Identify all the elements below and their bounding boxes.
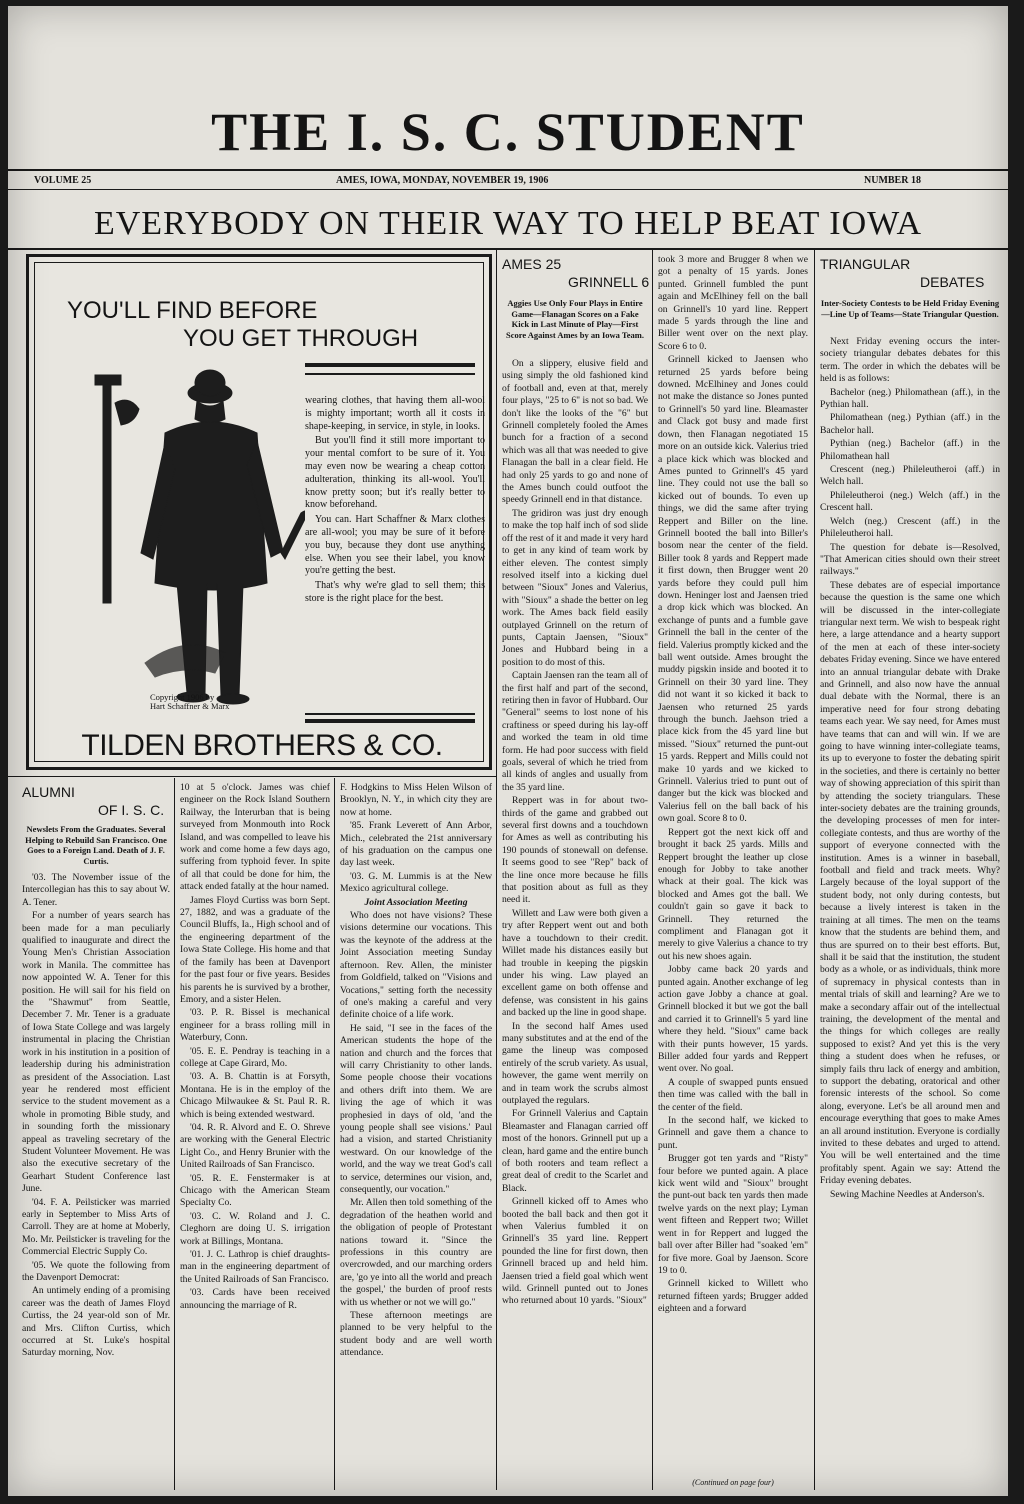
newspaper-page	[8, 6, 1008, 1496]
gentleman-illustration	[85, 363, 305, 733]
alumni-column-2	[180, 782, 330, 1488]
ad-rule-3	[305, 713, 475, 715]
debates-paragraph: Philomathean (neg.) Pythian (aff.) in the Bachelor hall.	[820, 412, 1000, 436]
ad-paragraph: wearing clothes, that having them all-wool is mighty important; worth all it costs in shape-keeping, in service, in style, in looks.	[305, 395, 485, 432]
alumni-paragraph: For a number of years search has been made for a man peculiarly qualified to inaugurate and direct the Young Men's Christian Association work in Manila. The committee has now appointed W. A. Tener for this position. He will sail for his field on the "Shawmut" from Seattle, December 7. Mr. Tener is a graduate of Iowa State College and was largely instrumental in placing the Christian work in his institution in a position of leadership during his administration as president of the Association. Last year he rendered most efficient service to the student movement as a whole in promoting Bible study, and in sounding forth the missionary appeal as traveling secretary of the Student Volunteer Movement. He was also the executive secretary of the Gearhart Student Conference last June.	[22, 910, 170, 1195]
dateline: AMES, IOWA, MONDAY, NOVEMBER 19, 1906	[336, 175, 549, 186]
ad-paragraph: But you'll find it still more important to your mental comfort to be sure of it. You may even now be wearing a cheap cotton adulteration, thinking its all-wool. You'll know pretty soon; but it's really better to know beforehand.	[305, 435, 485, 511]
column-rule-2	[652, 250, 653, 1490]
debates-paragraph: Crescent (neg.) Phileleutheroi (aff.) in Welch hall.	[820, 464, 1000, 488]
football-paragraph: Captain Jaensen ran the team all of the first half and part of the second, retiring then in favor of Hubbard. Our "General" seems to lost none of his craftiness or speed during his lay-off and worked the team in old time form. He had poor success with field goals, several of which he tried from all kinds of angles and usually from the 35 yard line.	[502, 670, 648, 793]
doorway-post	[103, 383, 111, 603]
alumni-paragraph: '05. E. E. Pendray is teaching in a college at Cape Girard, Mo.	[180, 1045, 330, 1069]
football-paragraph: Grinnell kicked to Willett who returned fifteen yards; Brugger added eighteen and a forward	[658, 1278, 808, 1315]
alumni-column-3	[340, 782, 492, 1488]
alumni-head-line-1: ALUMNI	[22, 784, 75, 800]
football-paragraph: In the second half Ames used many substitutes and at the end of the game the lineup was composed entirely of the scrub variety. As usual, however, the game went merrily on and in team work the scrubs almost outplayed the regulars.	[502, 1020, 648, 1106]
left-leg	[177, 583, 207, 693]
football-paragraph: Brugger got ten yards and "Risty" four before we punted again. A place kick went wild and "Sioux" brought the punt-out back ten yards then made twelve yards on the next play; Lyman went fifteen and Reppert two; Willet went in for Reppert and lugged the ball over after Biller had "soaked 'em" for five more. Goal by Jaenson. Score 19 to 0.	[658, 1153, 808, 1276]
debates-paragraph: These debates are of especial importance because the question is the same one which will be discussed in the inter-collegiate triangular next term. We wish to bespeak right here, a large attendance and a hearty support of the men at each of these inter-society debates Friday evening. Since we have entered into an annual triangular debate with Drake and Grinnell, and also now have the annual dual debate with the Normal, there is an imperative need for four strong debating teams each year. We say need, for Ames must have teams that can and will win. If we are going to have winning inter-collegiate teams, its up to everyone to foster the debating spirit in the societies, and there is certainly no better way of showing appreciation of this spirit than by attending the society triangulars. These inter-society debates are the training grounds, the developing processes of men for inter-collegiate contests, and thus are worthy of the support of everyone connected with the institution. Ames is a winner in baseball, football and field and track meets. Why? Largely because of the loyal support of the student body, not only during contests, but because a lively interest is taken in the training at all times. The men on the teams know that the students are behind them, and thus are spurred on to their best efforts. But, shall it be said that the institution, the student body as a whole, or as individuals, think more of supremacy in physical contests than in mental trials of skill and learning? Are we to make a secondary affair out of the intellectual training, the development of the mental and the things for which colleges are really supposed to exist? And yet this is the very thing a student does when he refuses, or simply fails thru lack of energy and ambition, to support the debating, oratorical and other forensic interests of the school. So come along, everyone. Let's be all around men and encourage everything that goes to make Ames an all around institution. Everyone is cordially invited to these debates and urged to attend. You will be well entertained and the time profitably spent. Again we say: Attend the Friday evening debates.	[820, 579, 1000, 1187]
column-rule-3	[814, 250, 815, 1490]
volume-label: VOLUME 25	[34, 175, 92, 186]
joint-meeting-paragraph: He said, "I see in the faces of the American students the hope of the nation and church and the forces that will carry Christianity to other lands. Some people choose their vocations and others drift into them. We are living the age of which it was prophesied in days of old, 'and the young people shall see visions.' Paul had a vision, and started Christianity westward. On our knowledge of the world, and the way we treat God's call to service, determines our vision, and, consequently, our vocation."	[340, 1022, 492, 1195]
alumni-paragraph: '05. R. E. Fenstermaker is at Chicago with the American Steam Specialty Co.	[180, 1172, 330, 1209]
debates-paragraph: The question for debate is—Resolved, "That American cities should own their street railways."	[820, 541, 1000, 578]
alumni-paragraph: '03. Cards have been received announcing the marriage of R.	[180, 1287, 330, 1311]
doorway-ornament	[115, 400, 139, 425]
alumni-paragraph: F. Hodgkins to Miss Helen Wilson of Brooklyn, N. Y., in which city they are now at home.	[340, 782, 492, 818]
masthead-rule-bottom	[8, 189, 1008, 190]
debates-paragraph: Bachelor (neg.) Philomathean (aff.), in the Pythian hall.	[820, 386, 1000, 411]
ad-rule-4	[305, 719, 475, 723]
headline-rule	[8, 248, 1008, 250]
alumni-paragraph: '03. P. R. Bissel is mechanical engineer for a brass rolling mill in Waterbury, Conn.	[180, 1007, 330, 1044]
alumni-paragraph: '03. A. B. Chattin is at Forsyth, Montana. He is in the employ of the Chicago Milwaukee & St. Paul R. R. which is being extended westward.	[180, 1071, 330, 1120]
debates-head-line-1: TRIANGULAR	[820, 256, 911, 272]
doorway-top	[95, 375, 121, 385]
football-column-1	[502, 358, 648, 1488]
masthead-title: THE I. S. C. STUDENT	[211, 102, 805, 162]
alumni-paragraph: '03. G. M. Lummis is at the New Mexico agricultural college.	[340, 870, 492, 895]
issue-number: NUMBER 18	[864, 175, 921, 186]
football-deck: Aggies Use Only Four Plays in Entire Game—Flanagan Scores on a Fake Kick in Last Minute of Play—First Score Against Ames by an Iowa Team.	[506, 298, 644, 340]
debates-paragraph: Welch (neg.) Crescent (aff.) in the Phileleutheroi hall.	[820, 515, 1000, 540]
football-paragraph: The gridiron was just dry enough to make the top half inch of sod slide off the rest of it and made it very hard to get in any kind of team work by either eleven. The contest simply resolved itself into a kicking duel between "Sioux" Jones and Valerius, with "Sioux" a shade the better on leg work. The Ames back field easily outplayed Grinnell on the return of punts, Captain Jaensen, "Sioux" Jones and Hubbard being in a position to do most of this.	[502, 507, 648, 668]
continued-notice: (Continued on page four)	[692, 1478, 774, 1487]
ad-paragraph: You can. Hart Schaffner & Marx clothes are all-wool; you may be sure of it before you buy, because they dont use anything else. When you see their label, you know you're getting the best.	[305, 514, 485, 577]
football-paragraph: took 3 more and Brugger 8 when we got a penalty of 15 yards. Jones punted. Grinnell fumbled the punt again and McElhiney fell on the ball on Grinnell's 10 yard line. Reppert made 5 yards through the line and Biller went over on the next play. Score 6 to 0.	[658, 254, 808, 352]
alumni-paragraph: '01. J. C. Lathrop is chief draughts-man in the engineering department of the United Railroads of San Francisco.	[180, 1249, 330, 1285]
debates-paragraph: Next Friday evening occurs the inter-society triangular debates debates for this term. The order in which the debates will be held is as follows:	[820, 336, 1000, 385]
debates-head-line-2: DEBATES	[920, 274, 985, 290]
football-head-line-1: AMES 25	[502, 256, 562, 272]
head	[195, 401, 225, 423]
football-head-line-2: GRINNELL 6	[568, 274, 650, 290]
football-paragraph: Reppert was in for about two-thirds of the game and grabbed out several first downs and a touchdown for Ames as well as contributing his 190 pounds of stonewall on defense. It seems good to see "Rep" back of the line once more because he fills that position about as full as they need it.	[502, 795, 648, 906]
football-paragraph: Grinnell kicked off to Ames who booted the ball back and then got it when Valerius fumbled it on Grinnell's 35 yard line. Reppert pounded the line for first down, then Grinnell braced up and held him. Jaensen tried a field goal which went wild. Grinnell punted out to Jones who returned about 10 yards. "Sioux"	[502, 1196, 648, 1307]
ad-body-copy	[305, 395, 485, 608]
football-column-2	[658, 254, 808, 1476]
alumni-paragraph: '85. Frank Leverett of Ann Arbor, Mich., celebrated the 21st anniversary of his graduation on the campus one day last week.	[340, 820, 492, 869]
column-rule-4	[174, 778, 175, 1490]
alumni-deck: Newslets From the Graduates. Several Helping to Rebuild San Francisco. One Goes to a Foreign Land. Death of J. F. Curtis.	[25, 824, 167, 866]
alumni-paragraph: '04. R. R. Alvord and E. O. Shreve are working with the General Electric Light Co., and Henry Brunier with the United Railroads of San Francisco.	[180, 1121, 330, 1171]
ad-copyright-line-1: Copyright 1906 by	[150, 692, 215, 702]
overcoat	[155, 422, 267, 590]
alumni-column-1	[22, 872, 170, 1488]
joint-meeting-paragraph: Mr. Allen then told something of the degradation of the heathen world and the obligation of people of Protestant nations toward it. "Since the professions in this country are overcrowded, and our marching orders are, 'go ye into all the world and preach the gospel,' the burden of proof rests with us whether or not we will go."	[340, 1197, 492, 1308]
football-paragraph: In the second half, we kicked to Grinnell and gave them a chance to punt.	[658, 1115, 808, 1151]
joint-meeting-paragraph: Who does not have visions? These visions determine our vocations. This was the keynote of the address at the Joint Association meeting Sunday afternoon. Rev. Allen, the minister from Goldfield, talked on "Visions and Vocations," setting forth the necessity of one's making a careful and very definite choice of a life work.	[340, 910, 492, 1021]
alumni-head-line-2: OF I. S. C.	[98, 802, 165, 818]
debates-paragraph: Sewing Machine Needles at Anderson's.	[830, 1188, 985, 1200]
debates-paragraph: Pythian (neg.) Bachelor (aff.) in the Philomathean hall	[820, 438, 1000, 462]
joint-meeting-paragraph: These afternoon meetings are planned to be very helpful to the student body and are well worth attendance.	[340, 1310, 492, 1359]
ad-rule-2	[305, 373, 475, 375]
ad-headline-line-2: YOU GET THROUGH	[183, 325, 419, 352]
ad-store-name: TILDEN BROTHERS & CO.	[81, 729, 443, 762]
clothing-advertisement	[26, 254, 492, 770]
alumni-paragraph: '03. The November issue of the Intercollegian has this to say about W. A. Tener.	[22, 872, 170, 908]
ad-inner-border	[34, 262, 484, 762]
debates-paragraph: Phileleutheroi (neg.) Welch (aff.) in the Crescent hall.	[820, 489, 1000, 514]
debates-deck: Inter-Society Contests to be Held Friday Evening—Line Up of Teams—State Triangular Question.	[820, 298, 1000, 319]
ad-copyright-line-2: Hart Schaffner & Marx	[150, 701, 230, 711]
alumni-paragraph: 10 at 5 o'clock. James was chief engineer on the Rock Island Southern Railway, the Interurban that is being surveyed from Monmouth into Rock Island, and was compelled to leave his work and come home a few days ago, suffering from typhoid fever. In spite of all that could be done for him, the attack ended fatally at the hour named.	[180, 782, 330, 893]
debates-column	[820, 336, 1000, 1488]
banner-headline: EVERYBODY ON THEIR WAY TO HELP BEAT IOWA	[93, 205, 922, 242]
alumni-paragraph: '04. F. A. Peilsticker was married early in September to Miss Arts of Carroll. They are at home at Moberly, Mo. Mr. Peilsticker is traveling for the Commercial Electric Supply Co.	[22, 1196, 170, 1258]
column-rule-5	[334, 778, 335, 1490]
football-paragraph: Jobby came back 20 yards and punted again. Another exchange of leg action gave Jobby a chance at goal. Grinnell blocked it but we got the ball and carried it to Grinnell's 5 yard line where they held. "Sioux" came back with their punts however, 15 yards. Biller added four yards and Reppert went over. No goal.	[658, 964, 808, 1075]
walking-cane	[281, 511, 305, 559]
right-leg	[217, 583, 243, 695]
alumni-paragraph: An untimely ending of a promising career was the death of James Floyd Curtiss, the 24 year-old son of Mr. and Mrs. Clifton Curtiss, which occurred at St. Luke's hospital Saturday morning, Nov.	[22, 1285, 170, 1359]
football-paragraph: Reppert got the next kick off and brought it back 25 yards. Mills and Reppert brought the leather up close enough for Jobby to take another whack at their goal. The kick was blocked and Ames got the ball. We couldn't gain so gave it back to Grinnell. They returned the compliment and Flanagan got it merely to give Valerius a chance to try out his new shoes again.	[658, 826, 808, 962]
column-rule-1	[496, 250, 497, 1490]
football-paragraph: Willett and Law were both given a try after Reppert went out and both have a touchdown to their credit. Willet made his distances easily but had trouble in keeping the pigskin under his wing. Law played an excellent game on both offense and defense, was consistent in his gains and backed up the line in good shape.	[502, 907, 648, 1019]
alumni-paragraph: '03. C. W. Roland and J. C. Cleghorn are doing U. S. irrigation work at Billings, Montana.	[180, 1210, 330, 1247]
ad-paragraph: That's why we're glad to sell them; this store is the right place for the best.	[305, 580, 485, 604]
joint-meeting-subhead: Joint Association Meeting	[364, 896, 468, 908]
masthead-rule-top	[8, 169, 1008, 171]
ad-bottom-rule	[8, 776, 496, 777]
football-paragraph: For Grinnell Valerius and Captain Bleamaster and Flanagan carried off most of the honors. Grinnell put up a clean, hard game and the entire bunch of both rooters and team reflect a great deal of credit to the Scarlet and Black.	[502, 1108, 648, 1194]
bowler-hat-crown	[195, 370, 225, 396]
football-paragraph: Grinnell kicked to Jaensen who returned 25 yards before being downed. McElhiney and Jones could not make the distance so Jones punted to Grinnell's 50 yard line. Bleamaster and Clack got busy and made first down, then Flanagan negotiated 15 more on an outside kick. Valerius tried a place kick which was blocked and Ames punted to Grinnell's 45 yard line. They could not use the ball so kicked out of bounds. To even up things, we did the same after trying Reppert and Biller on the line. Grinnell booted the ball into Biller's bosom near the center of the field. Biller took 8 yards and Reppert made it first down, then Brugger went 20 yards before they could pull him down. Heninger lost and Jaensen tried a drop kick which was blocked. An exchange of punts and a fumble gave Grinnell the ball in the center of the field. Valerius promptly kicked and the ball went outside. Ames brought the muddy pigskin inside and booted it to Grinnell on their 30 yard line. They did not want it so kicked it back to Jaensen who returned 25 yards through the bunch. Jaehson tried a place kick from the 45 yard line but missed. "Sioux" returned the punt-out 15 yards. Reppert and Mills could not make 10 yards and we kicked to Grinnell. Valerius tried to punt out of danger but the kick was blocked and Valerius fell on the ball back of his own goal. Score 8 to 0.	[658, 354, 808, 825]
ad-rule-1	[305, 363, 475, 367]
alumni-paragraph: '05. We quote the following from the Davenport Democrat:	[22, 1259, 170, 1283]
ad-copyright	[150, 693, 229, 711]
ad-headline-line-1: YOU'LL FIND BEFORE	[67, 297, 318, 324]
football-paragraph: A couple of swapped punts ensued then time was called with the ball in the center of the field.	[658, 1076, 808, 1113]
football-paragraph: On a slippery, elusive field and using simply the old fashioned kind of football and, even at that, merely four plays, "25 to 6" is not so bad. We don't like the looks of the "6" but Grinnell completely fooled the Ames bunch for a fraction of a second which was all that was needed to give Flanagan the ball in a clear field. He had only 25 yards to go and none of the Ames bunch could outfoot the speedy Grinnell end in that distance.	[502, 358, 648, 506]
alumni-paragraph: James Floyd Curtiss was born Sept. 27, 1882, and was a graduate of the Council Bluffs, Ia., High school and of the engineering department of the Iowa State College. His home and that of the family has been at Davenport for the past four or five years. Besides his parents he is survived by a brother, Emory, and a sister Helen.	[180, 894, 330, 1005]
